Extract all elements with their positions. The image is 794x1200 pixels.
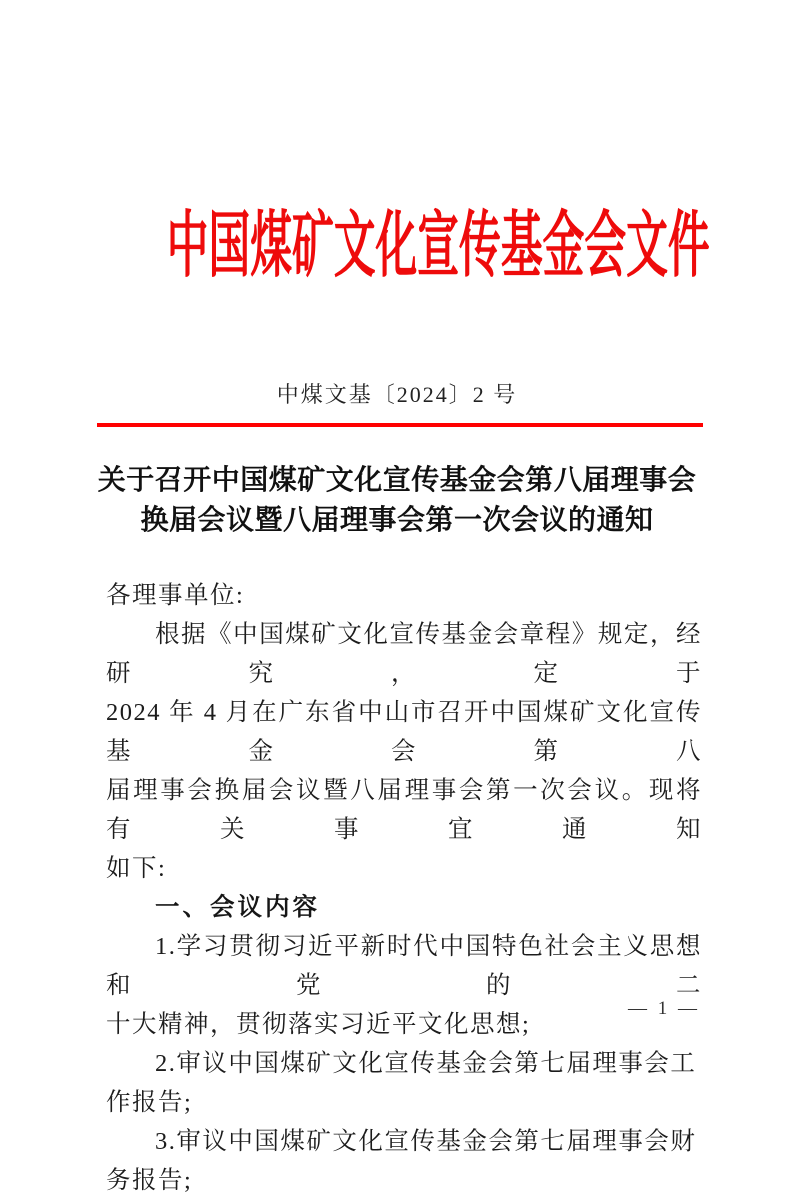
doc-reference-number: 中煤文基〔2024〕2 号: [276, 382, 518, 407]
masthead-title: 中国煤矿文化宣传基金会文件: [166, 206, 710, 286]
red-separator-line: [97, 423, 703, 427]
body-line: 如下:: [106, 855, 167, 882]
body-line: 届理事会换届会议暨八届理事会第一次会议。现将有关事宜通知: [106, 777, 702, 843]
document-title-line-1: 关于召开中国煤矿文化宣传基金会第八届理事会: [97, 465, 697, 496]
body-line: 2024 年 4 月在广东省中山市召开中国煤矿文化宣传基金会第八: [106, 699, 702, 765]
page-number: — 1 —: [628, 998, 700, 1019]
document-title-line-2: 换届会议暨八届理事会第一次会议的通知: [140, 505, 654, 536]
body-section-heading: 一、会议内容: [155, 894, 320, 921]
document-title: [0, 461, 794, 541]
body-line: 2.审议中国煤矿文化宣传基金会第七届理事会工作报告;: [106, 1050, 697, 1116]
body-line-salutation: 各理事单位:: [106, 582, 245, 609]
body-line: 1.学习贯彻习近平新时代中国特色社会主义思想和党的二: [106, 933, 702, 999]
body-line: 根据《中国煤矿文化宣传基金会章程》规定，经研究，定于: [106, 621, 702, 687]
document-body: [106, 576, 702, 1200]
body-line: 3.审议中国煤矿文化宣传基金会第七届理事会财务报告;: [106, 1128, 697, 1194]
body-line: 十大精神，贯彻落实习近平文化思想;: [106, 1011, 531, 1038]
